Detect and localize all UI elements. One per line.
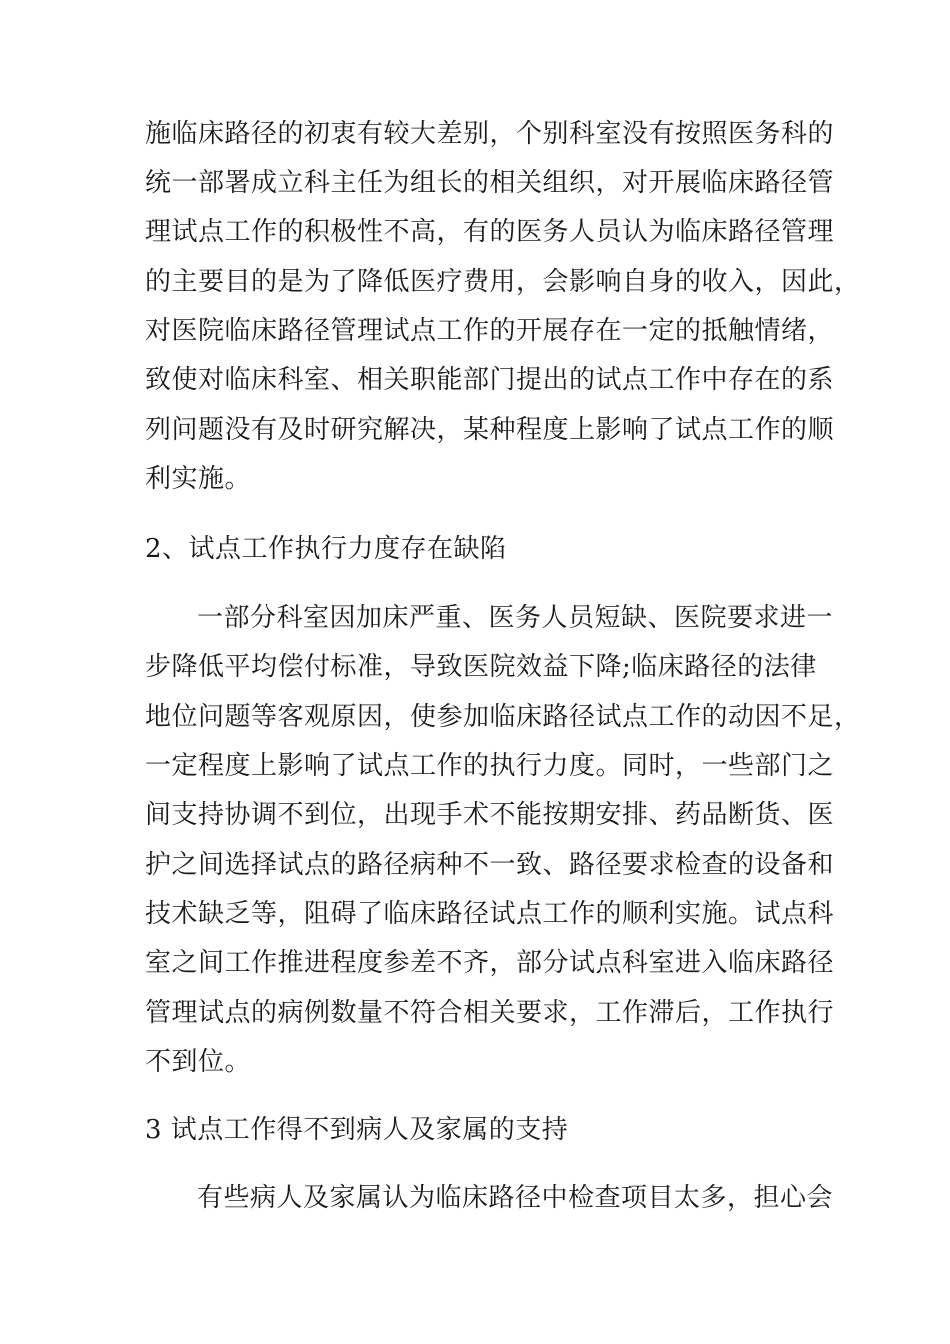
section-heading-2: 2、试点工作执行力度存在缺陷: [145, 534, 507, 564]
paragraph-1-line-7: 列问题没有及时研究解决，某种程度上影响了试点工作的顺: [145, 415, 835, 445]
paragraph-1-line-6: 致使对临床科室、相关职能部门提出的试点工作中存在的系: [145, 365, 835, 395]
paragraph-2-line-10: 不到位。: [145, 1047, 252, 1077]
paragraph-3-line-1: 有些病人及家属认为临床路径中检查项目太多，担心会: [197, 1183, 834, 1213]
paragraph-2-line-5: 间支持协调不到位，出现手术不能按期安排、药品断货、医: [145, 800, 835, 830]
paragraph-2-line-1: 一部分科室因加床严重、医务人员短缺、医院要求进一: [197, 603, 834, 633]
paragraph-1-line-4: 的主要目的是为了降低医疗费用，会影响自身的收入，因此，: [145, 267, 861, 297]
paragraph-2-line-2: 步降低平均偿付标准，导致医院效益下降;临床路径的法律: [145, 652, 817, 682]
paragraph-2-line-9: 管理试点的病例数量不符合相关要求，工作滞后，工作执行: [145, 998, 835, 1028]
paragraph-1-line-3: 理试点工作的积极性不高，有的医务人员认为临床路径管理: [145, 217, 835, 247]
paragraph-2-line-3: 地位问题等客观原因，使参加临床路径试点工作的动因不足，: [145, 702, 861, 732]
paragraph-2-line-8: 室之间工作推进程度参差不齐，部分试点科室进入临床路径: [145, 948, 835, 978]
paragraph-2-line-4: 一定程度上影响了试点工作的执行力度。同时，一些部门之: [145, 751, 835, 781]
paragraph-2-line-6: 护之间选择试点的路径病种不一致、路径要求检查的设备和: [145, 850, 835, 880]
paragraph-2-line-7: 技术缺乏等，阻碍了临床路径试点工作的顺利实施。试点科: [145, 899, 835, 929]
paragraph-1-line-2: 统一部署成立科主任为组长的相关组织，对开展临床路径管: [145, 168, 835, 198]
paragraph-1-line-1: 施临床路径的初衷有较大差别，个别科室没有按照医务科的: [145, 119, 835, 149]
paragraph-1-line-5: 对医院临床路径管理试点工作的开展存在一定的抵触情绪，: [145, 316, 835, 346]
section-heading-3: 3 试点工作得不到病人及家属的支持: [145, 1115, 569, 1145]
paragraph-1-line-8: 利实施。: [145, 464, 252, 494]
